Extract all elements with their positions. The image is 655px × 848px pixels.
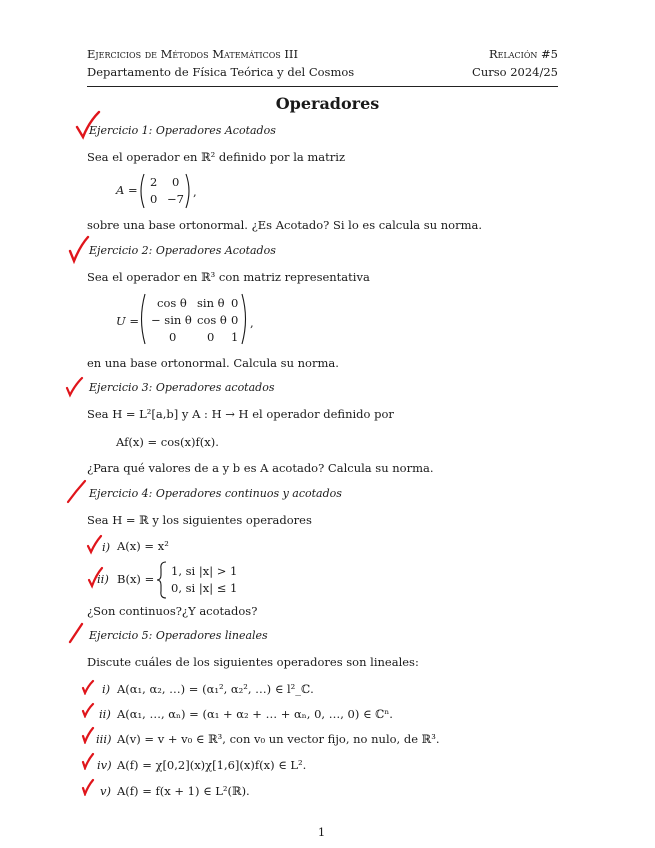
check-mark-icon	[80, 702, 96, 718]
check-mark-icon	[80, 778, 96, 796]
exercise-4-item-i-label: i)	[102, 540, 111, 554]
exercise-3-outro: ¿Para qué valores de a y b es A acotado? Calcula su norma.	[87, 461, 434, 475]
exercise-5-item-label: i)	[102, 682, 111, 696]
check-mark-icon	[80, 752, 96, 770]
exercise-4-item-ii-case2: 0, si |x| ≤ 1	[171, 581, 238, 595]
check-mark-icon	[66, 622, 88, 644]
exercise-5-item-label: v)	[100, 784, 111, 798]
exercise-2-matrix-a21: − sin θ	[151, 313, 192, 327]
exercise-2-matrix-lhs: U =	[116, 314, 139, 328]
exercise-4-title: Ejercicio 4: Operadores continuos y acotados	[89, 487, 342, 500]
exercise-2-intro: Sea el operador en ℝ³ con matriz representativa	[87, 270, 370, 284]
exercise-5-item-label: iv)	[97, 758, 112, 772]
exercise-2-matrix-trail: ,	[250, 316, 254, 330]
exercise-5-item-label: iii)	[96, 732, 112, 746]
exercise-1-outro: sobre una base ortonormal. ¿Es Acotado? Si lo es calcula su norma.	[87, 218, 483, 232]
check-mark-icon	[64, 479, 90, 505]
exercise-4-item-i: A(x) = x²	[117, 539, 169, 553]
exercise-4-outro: ¿Son continuos?¿Y acotados?	[87, 604, 258, 618]
exercise-2-title: Ejercicio 2: Operadores Acotados	[89, 244, 276, 257]
exercise-4-item-ii-case1: 1, si |x| > 1	[171, 564, 238, 578]
header-department: Departamento de Física Teórica y del Cosmos	[87, 65, 355, 79]
exercise-1-intro: Sea el operador en ℝ² definido por la matriz	[87, 150, 346, 164]
check-mark-icon	[80, 726, 96, 744]
exercise-5-item: A(f) = f(x + 1) ∈ L²(ℝ).	[117, 784, 250, 798]
exercise-2-matrix-a23: 0	[231, 313, 239, 327]
exercise-2-matrix-a32: 0	[207, 330, 215, 344]
exercise-2-outro: en una base ortonormal. Calcula su norma.	[87, 356, 339, 370]
exercise-2-matrix-a33: 1	[231, 330, 239, 344]
exercise-1-matrix-a12: 0	[172, 175, 180, 189]
exercise-1-title: Ejercicio 1: Operadores Acotados	[89, 124, 276, 137]
page-number: 1	[317, 825, 326, 839]
exercise-4-item-ii-label: ii)	[97, 572, 109, 586]
exercise-1-matrix-a21: 0	[150, 192, 158, 206]
exercise-2-matrix-a11: cos θ	[157, 296, 187, 310]
exercise-2-matrix-a13: 0	[231, 296, 239, 310]
check-mark-icon	[80, 679, 96, 695]
header-rule	[87, 86, 558, 87]
header-relation-number: Relación #5	[488, 47, 558, 61]
exercise-4-item-ii-brace	[155, 561, 169, 599]
exercise-2-matrix-a22: cos θ	[197, 313, 227, 327]
exercise-3-formula: Af(x) = cos(x)f(x).	[116, 435, 219, 449]
header-course-title: Ejercicios de Métodos Matemáticos III	[87, 47, 299, 61]
check-mark-icon	[62, 376, 88, 398]
exercise-5-item: A(f) = χ[0,2](x)χ[1,6](x)f(x) ∈ L².	[117, 758, 307, 772]
exercise-4-item-ii-lhs: B(x) =	[117, 572, 155, 586]
exercise-1-matrix-a11: 2	[150, 175, 158, 189]
header-course-year: Curso 2024/25	[472, 65, 558, 79]
exercise-5-item: A(α₁, …, αₙ) = (α₁ + α₂ + … + αₙ, 0, …, 0) ∈ ℂⁿ.	[117, 707, 393, 721]
exercise-5-title: Ejercicio 5: Operadores lineales	[89, 629, 268, 642]
exercise-5-item: A(v) = v + v₀ ∈ ℝ³, con v₀ un vector fijo, no nulo, de ℝ³.	[117, 732, 440, 746]
exercise-2-matrix-a31: 0	[169, 330, 177, 344]
page-title: Operadores	[275, 94, 380, 113]
exercise-3-title: Ejercicio 3: Operadores acotados	[89, 381, 275, 394]
exercise-1-matrix-lhs: A =	[116, 183, 138, 197]
exercise-2-matrix-a12: sin θ	[197, 296, 225, 310]
exercise-1-matrix-a22: −7	[167, 192, 184, 206]
exercise-5-item: A(α₁, α₂, …) = (α₁², α₂², …) ∈ l²_ℂ.	[117, 682, 314, 696]
exercise-5-intro: Discute cuáles de los siguientes operadores son lineales:	[87, 655, 419, 669]
exercise-5-item-label: ii)	[99, 707, 111, 721]
exercise-1-matrix-trail: ,	[193, 185, 197, 199]
exercise-4-intro: Sea H = ℝ y los siguientes operadores	[87, 513, 312, 527]
exercise-3-intro: Sea H = L²[a,b] y A : H → H el operador definido por	[87, 407, 394, 421]
